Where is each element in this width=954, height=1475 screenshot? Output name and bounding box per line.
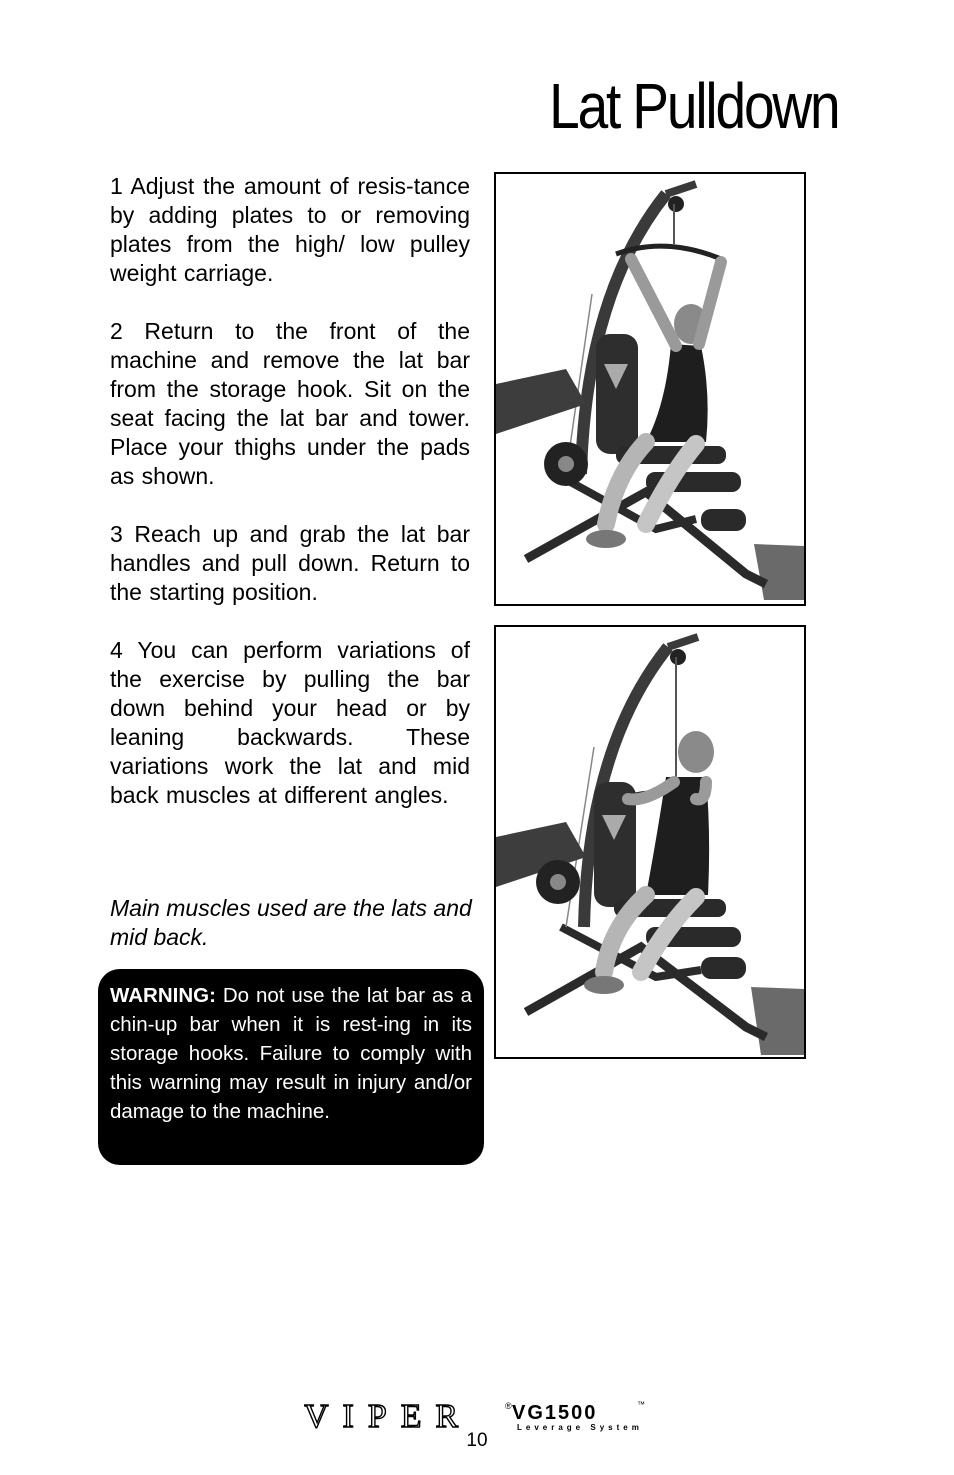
person-lat-bar-pulled-down-icon xyxy=(496,627,804,1057)
exercise-photo-end xyxy=(494,625,806,1059)
page-number: 10 xyxy=(466,1430,488,1451)
viper-vg1500-logo xyxy=(304,1395,656,1435)
page-title: Lat Pulldown xyxy=(548,70,838,142)
exercise-photo-start xyxy=(494,172,806,606)
tagline: Leverage System xyxy=(517,1423,643,1432)
step-4: 4 You can perform variations of the exercise by pulling the bar down behind your head or by leaning backwards. These variations work the lat and mid back muscles at different angles. xyxy=(110,637,470,808)
registered-mark: ® xyxy=(505,1401,512,1411)
brand-wordmark: VIPER xyxy=(304,1398,473,1435)
person-pulling-lat-bar-arms-extended-icon xyxy=(496,174,804,604)
model-name: VG1500 xyxy=(512,1402,598,1424)
instruction-steps xyxy=(110,172,470,839)
warning-text: Do not use the lat bar as a chin-up bar when it is rest-ing in its storage hooks. Failure to comply with this warning may result in injury and/or damage to the machine. xyxy=(110,984,472,1123)
warning-label: WARNING: xyxy=(110,984,216,1007)
step-3: 3 Reach up and grab the lat bar handles and pull down. Return to the starting position. xyxy=(110,521,470,605)
step-1: 1 Adjust the amount of resis-tance by adding plates to or removing plates from the high/ low pulley weight carriage. xyxy=(110,173,470,286)
step-2: 2 Return to the front of the machine and remove the lat bar from the storage hook. Sit on the seat facing the lat bar and tower. Place your thighs under the pads as shown. xyxy=(110,318,470,489)
muscles-note: Main muscles used are the lats and mid back. xyxy=(110,895,472,950)
warning-box xyxy=(98,969,484,1165)
trademark-mark: ™ xyxy=(637,1400,645,1409)
